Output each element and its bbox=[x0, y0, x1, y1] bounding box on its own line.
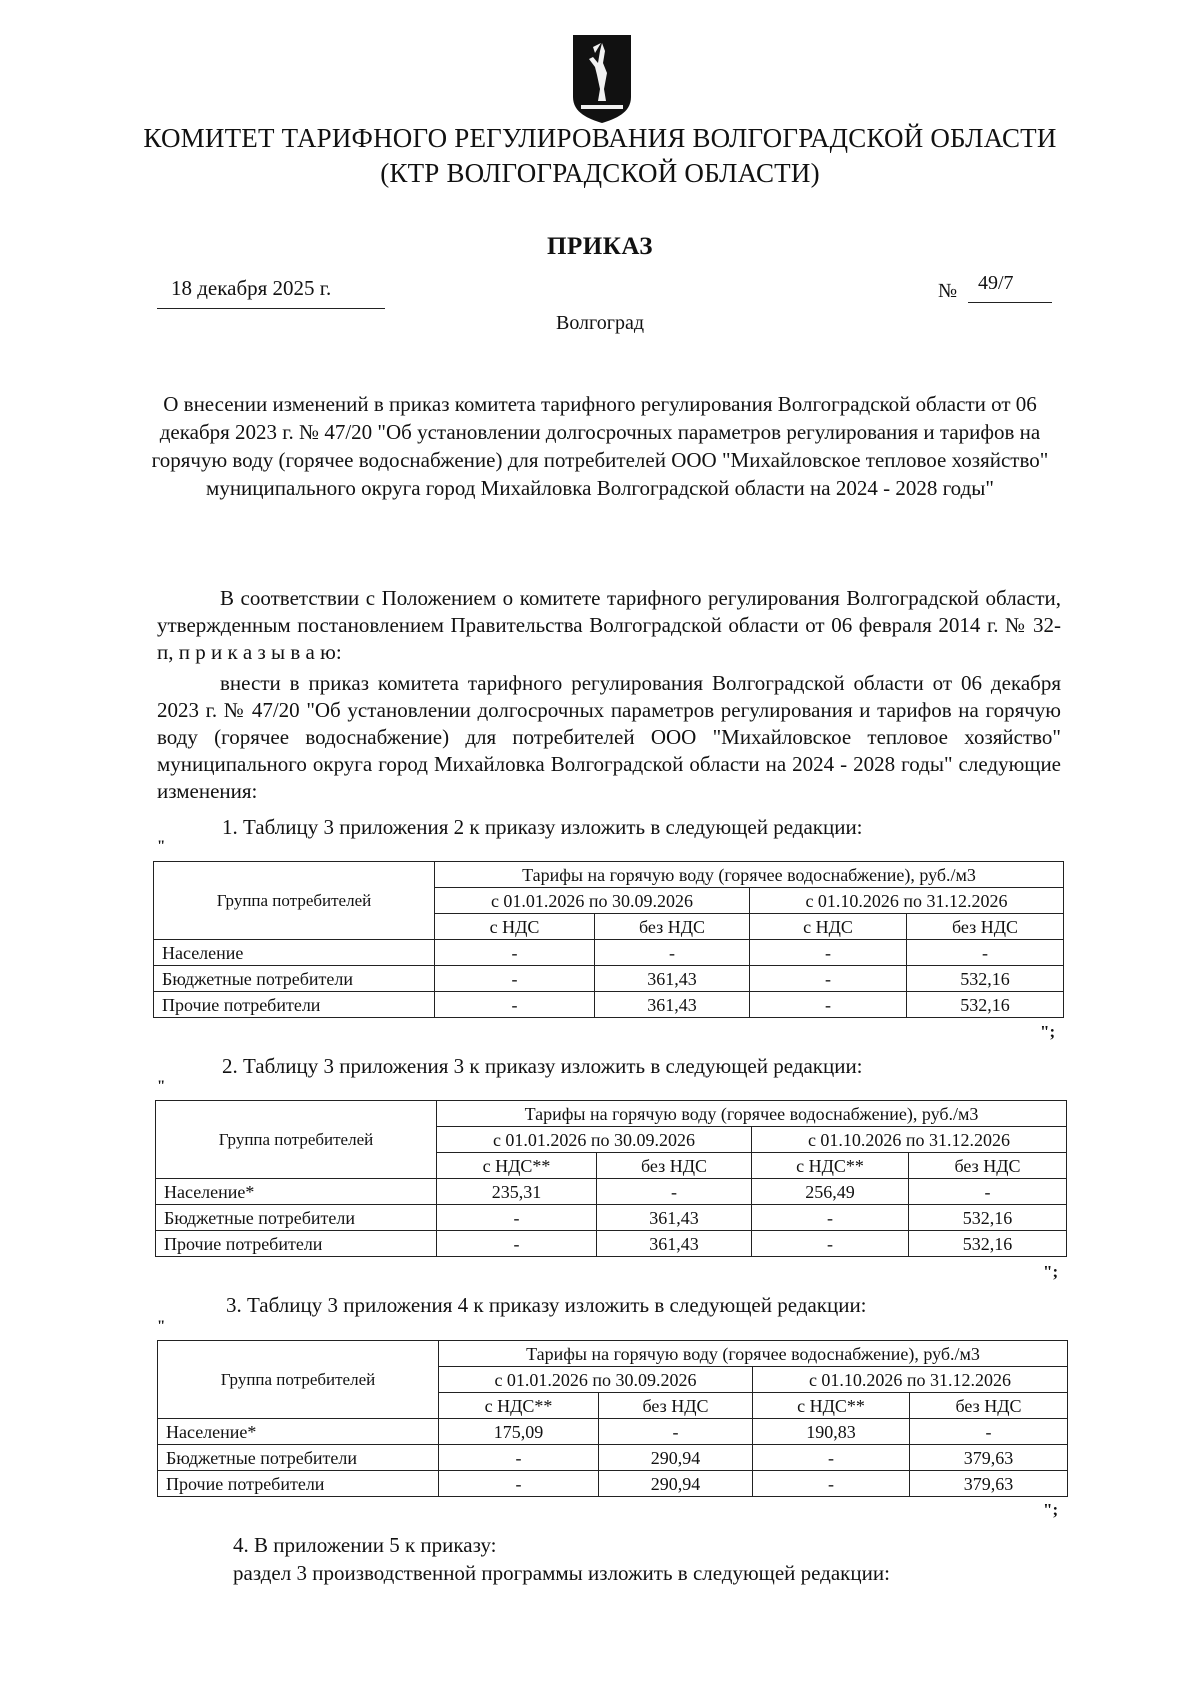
header-consumer-group: Группа потребителей bbox=[156, 1101, 437, 1179]
header-period-2: с 01.10.2026 по 31.12.2026 bbox=[752, 1127, 1067, 1153]
table-row bbox=[154, 940, 1064, 966]
tariff-table-2 bbox=[155, 1100, 1067, 1257]
row-value: - bbox=[753, 1445, 910, 1471]
row-value: 532,16 bbox=[909, 1231, 1067, 1257]
row-value: 532,16 bbox=[907, 992, 1064, 1018]
row-value: 532,16 bbox=[909, 1205, 1067, 1231]
item-2-text: 2. Таблицу 3 приложения 3 к приказу изложить в следующей редакции: bbox=[222, 1054, 863, 1078]
row-value: - bbox=[750, 966, 907, 992]
header-period-1: с 01.01.2026 по 30.09.2026 bbox=[439, 1367, 753, 1393]
row-value: - bbox=[753, 1471, 910, 1497]
item-1-text: 1. Таблицу 3 приложения 2 к приказу изложить в следующей редакции: bbox=[222, 815, 863, 839]
row-value: - bbox=[909, 1179, 1067, 1205]
table-row bbox=[156, 1231, 1067, 1257]
header-col-with-vat: с НДС** bbox=[752, 1153, 909, 1179]
order-number: 49/7 bbox=[978, 272, 1014, 294]
volgograd-emblem-icon bbox=[571, 33, 633, 125]
header-col-with-vat: с НДС bbox=[435, 914, 595, 940]
item-3-text: 3. Таблицу 3 приложения 4 к приказу изложить в следующей редакции: bbox=[226, 1293, 867, 1317]
row-value: - bbox=[435, 940, 595, 966]
header-tariffs: Тарифы на горячую воду (горячее водоснабжение), руб./м3 bbox=[439, 1341, 1068, 1367]
basis-paragraph: В соответствии с Положением о комитете тарифного регулирования Волгоградской области, утвержденным постановлением Правительства Волгоградской области от 06 февраля 2014 г. № 32-п, п р и к а з ы в а ю: bbox=[157, 586, 1061, 664]
table-row bbox=[156, 1205, 1067, 1231]
row-group: Население bbox=[154, 940, 435, 966]
row-value: 361,43 bbox=[597, 1205, 752, 1231]
header-col-with-vat: с НДС bbox=[750, 914, 907, 940]
tariff-table-1 bbox=[153, 861, 1064, 1018]
header-col-with-vat: с НДС** bbox=[437, 1153, 597, 1179]
row-group: Прочие потребители bbox=[154, 992, 435, 1018]
row-value: 190,83 bbox=[753, 1419, 910, 1445]
row-value: - bbox=[752, 1205, 909, 1231]
close-quote: "; bbox=[1043, 1500, 1059, 1519]
close-quote: "; bbox=[1040, 1022, 1056, 1041]
date-underline bbox=[157, 308, 385, 309]
row-value: - bbox=[750, 940, 907, 966]
row-value: 361,43 bbox=[595, 966, 750, 992]
header-period-2: с 01.10.2026 по 31.12.2026 bbox=[750, 888, 1064, 914]
amendment-paragraph: внести в приказ комитета тарифного регулирования Волгоградской области от 06 декабря 2023 г. № 47/20 "Об установлении долгосрочных параметров регулирования и тарифов на горячую воду (горячее водоснабжение) для потребителей ООО "Михайловское тепловое хозяйство" муниципального округа город Михайловка Волгоградской области на 2024 - 2028 годы" следующие изменения: bbox=[157, 671, 1061, 803]
row-value: - bbox=[599, 1419, 753, 1445]
item-4-detail: раздел 3 производственной программы изложить в следующей редакции: bbox=[233, 1561, 890, 1585]
open-quote: " bbox=[157, 1078, 166, 1094]
row-value: - bbox=[437, 1205, 597, 1231]
table-row bbox=[158, 1445, 1068, 1471]
row-value: - bbox=[597, 1179, 752, 1205]
row-group: Прочие потребители bbox=[156, 1231, 437, 1257]
row-value: 290,94 bbox=[599, 1471, 753, 1497]
header-tariffs: Тарифы на горячую воду (горячее водоснабжение), руб./м3 bbox=[435, 862, 1064, 888]
header-col-without-vat: без НДС bbox=[909, 1153, 1067, 1179]
row-value: - bbox=[437, 1231, 597, 1257]
order-subject: О внесении изменений в приказ комитета тарифного регулирования Волгоградской области от 06 декабря 2023 г. № 47/20 "Об установлении долгосрочных параметров регулирования и тарифов на горячую воду (горячее водоснабжение) для потребителей ООО "Михайловское тепловое хозяйство" муниципального округа город Михайловка Волгоградской области на 2024 - 2028 годы" bbox=[151, 392, 1049, 500]
row-value: 256,49 bbox=[752, 1179, 909, 1205]
table-row bbox=[156, 1179, 1067, 1205]
table-row bbox=[158, 1471, 1068, 1497]
order-number-label: № bbox=[938, 280, 958, 302]
item-4-text: 4. В приложении 5 к приказу: bbox=[233, 1533, 497, 1557]
row-value: - bbox=[439, 1445, 599, 1471]
row-value: 235,31 bbox=[437, 1179, 597, 1205]
row-value: - bbox=[435, 966, 595, 992]
row-value: 379,63 bbox=[910, 1471, 1068, 1497]
tariff-table-3 bbox=[157, 1340, 1068, 1497]
organization-abbreviation: (КТР ВОЛГОГРАДСКОЙ ОБЛАСТИ) bbox=[380, 158, 820, 188]
row-value: 290,94 bbox=[599, 1445, 753, 1471]
header-period-2: с 01.10.2026 по 31.12.2026 bbox=[753, 1367, 1068, 1393]
header-col-without-vat: без НДС bbox=[907, 914, 1064, 940]
order-date: 18 декабря 2025 г. bbox=[171, 276, 332, 300]
close-quote: "; bbox=[1043, 1262, 1059, 1281]
open-quote: " bbox=[157, 838, 166, 854]
header-col-with-vat: с НДС** bbox=[439, 1393, 599, 1419]
header-period-1: с 01.01.2026 по 30.09.2026 bbox=[435, 888, 750, 914]
table-row bbox=[154, 966, 1064, 992]
table-row bbox=[154, 992, 1064, 1018]
header-period-1: с 01.01.2026 по 30.09.2026 bbox=[437, 1127, 752, 1153]
header-tariffs: Тарифы на горячую воду (горячее водоснабжение), руб./м3 bbox=[437, 1101, 1067, 1127]
row-value: - bbox=[595, 940, 750, 966]
header-col-without-vat: без НДС bbox=[910, 1393, 1068, 1419]
row-value: - bbox=[439, 1471, 599, 1497]
table-row bbox=[158, 1419, 1068, 1445]
row-value: - bbox=[750, 992, 907, 1018]
row-group: Бюджетные потребители bbox=[154, 966, 435, 992]
row-value: - bbox=[910, 1419, 1068, 1445]
organization-name: КОМИТЕТ ТАРИФНОГО РЕГУЛИРОВАНИЯ ВОЛГОГРАДСКОЙ ОБЛАСТИ bbox=[143, 123, 1057, 153]
document-type-title: ПРИКАЗ bbox=[547, 233, 653, 260]
number-underline bbox=[968, 302, 1052, 303]
row-value: - bbox=[435, 992, 595, 1018]
header-consumer-group: Группа потребителей bbox=[158, 1341, 439, 1419]
open-quote: " bbox=[157, 1318, 166, 1334]
row-value: - bbox=[752, 1231, 909, 1257]
row-value: 361,43 bbox=[597, 1231, 752, 1257]
header-col-with-vat: с НДС** bbox=[753, 1393, 910, 1419]
city: Волгоград bbox=[555, 312, 645, 334]
row-group: Население* bbox=[156, 1179, 437, 1205]
row-group: Бюджетные потребители bbox=[156, 1205, 437, 1231]
row-value: 175,09 bbox=[439, 1419, 599, 1445]
row-value: 379,63 bbox=[910, 1445, 1068, 1471]
header-consumer-group: Группа потребителей bbox=[154, 862, 435, 940]
header-col-without-vat: без НДС bbox=[597, 1153, 752, 1179]
row-value: 361,43 bbox=[595, 992, 750, 1018]
header-col-without-vat: без НДС bbox=[599, 1393, 753, 1419]
row-group: Прочие потребители bbox=[158, 1471, 439, 1497]
row-value: - bbox=[907, 940, 1064, 966]
row-value: 532,16 bbox=[907, 966, 1064, 992]
row-group: Население* bbox=[158, 1419, 439, 1445]
header-col-without-vat: без НДС bbox=[595, 914, 750, 940]
row-group: Бюджетные потребители bbox=[158, 1445, 439, 1471]
